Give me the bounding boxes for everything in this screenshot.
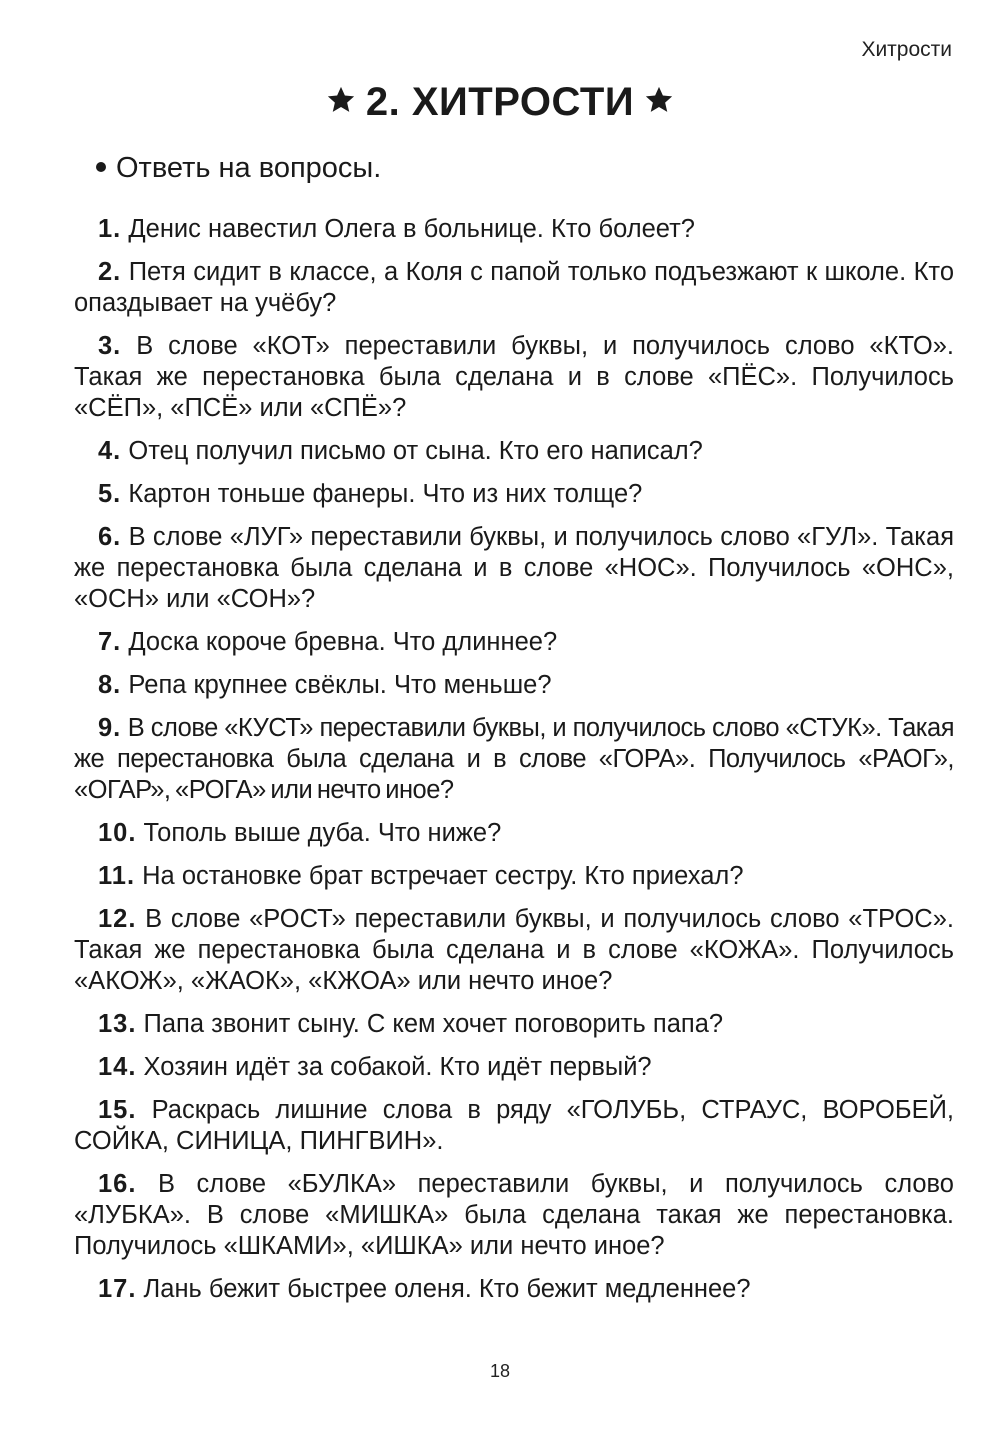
- question-text: Картон тоньше фанеры. Что из них толще?: [128, 480, 643, 508]
- question-item: [74, 479, 954, 510]
- star-icon: [326, 85, 356, 115]
- question-text: Денис навестил Олега в больнице. Кто болеет?: [128, 215, 695, 243]
- question-text: В слове «КУСТ» переставили буквы, и получилось слово «СТУК». Такая же перестановка была сделана и в слове «ГОРА». Получилось «РАОГ», «ОГАР», «РОГА» или нечто иное?: [74, 714, 955, 804]
- questions-list: [74, 214, 954, 1317]
- question-item: [74, 818, 954, 849]
- question-item: [74, 670, 954, 701]
- question-text: Хозяин идёт за собакой. Кто идёт первый?: [143, 1053, 652, 1081]
- page-title-text: 2. ХИТРОСТИ: [365, 80, 635, 124]
- question-item: [74, 1274, 954, 1305]
- question-number: 13.: [98, 1010, 137, 1038]
- star-icon: [644, 85, 674, 115]
- question-item: [74, 627, 954, 658]
- question-text: В слове «БУЛКА» переставили буквы, и получилось слово «ЛУБКА». В слове «МИШКА» была сделана такая же перестановка. Получилось «ШКАМИ», «ИШКА» или нечто иное?: [74, 1170, 954, 1260]
- question-item: [74, 522, 954, 615]
- question-number: 14.: [98, 1053, 137, 1081]
- question-text: Тополь выше дуба. Что ниже?: [143, 819, 502, 847]
- question-text: На остановке брат встречает сестру. Кто приехал?: [142, 862, 744, 890]
- question-item: [74, 214, 954, 245]
- question-text: Доска короче бревна. Что длиннее?: [128, 628, 558, 656]
- question-number: 1.: [98, 215, 122, 243]
- question-number: 8.: [98, 671, 122, 699]
- question-number: 11.: [98, 862, 136, 890]
- instruction-text: Ответь на вопросы.: [116, 152, 382, 184]
- question-number: 9.: [98, 714, 122, 742]
- question-text: В слове «ЛУГ» переставили буквы, и получилось слово «ГУЛ». Такая же перестановка была сделана и в слове «НОС». Получилось «ОНС», «ОСН» или «СОН»?: [74, 523, 954, 613]
- question-text: В слове «КОТ» переставили буквы, и получилось слово «КТО». Такая же перестановка была сделана и в слове «ПЁС». Получилось «СЁП», «ПСЁ» или «СПЁ»?: [74, 332, 954, 422]
- question-item: [74, 1052, 954, 1083]
- question-text: Лань бежит быстрее оленя. Кто бежит медленнее?: [143, 1275, 751, 1303]
- question-text: Репа крупнее свёклы. Что меньше?: [128, 671, 552, 699]
- question-item: [74, 436, 954, 467]
- question-item: [74, 331, 954, 424]
- question-number: 3.: [98, 332, 122, 360]
- question-item: [74, 1009, 954, 1040]
- question-number: 10.: [98, 819, 137, 847]
- question-text: Папа звонит сыну. С кем хочет поговорить папа?: [143, 1010, 724, 1038]
- question-number: 2.: [98, 258, 122, 286]
- question-text: В слове «РОСТ» переставили буквы, и получилось слово «ТРОС». Такая же перестановка была сделана и в слове «КОЖА». Получилось «АКОЖ», «ЖАОК», «КЖОА» или нечто иное?: [74, 905, 954, 995]
- question-number: 7.: [98, 628, 122, 656]
- page-title: [0, 80, 1000, 125]
- running-head-title: Хитрости: [861, 38, 952, 61]
- question-item: [74, 861, 954, 892]
- question-number: 15.: [98, 1096, 137, 1124]
- question-text: Отец получил письмо от сына. Кто его написал?: [128, 437, 703, 465]
- question-item: [74, 257, 954, 319]
- question-text: Раскрась лишние слова в ряду «ГОЛУБЬ, СТРАУС, ВОРОБЕЙ, СОЙКА, СИНИЦА, ПИНГВИН».: [74, 1096, 954, 1155]
- question-text: Петя сидит в классе, а Коля с папой только подъезжают к школе. Кто опаздывает на учёбу?: [74, 258, 955, 317]
- question-number: 12.: [98, 905, 137, 933]
- bullet-icon: [96, 162, 106, 172]
- question-item: [74, 1169, 954, 1262]
- question-item: [74, 904, 954, 997]
- question-number: 16.: [98, 1170, 137, 1198]
- question-item: [74, 1095, 954, 1157]
- question-number: 5.: [98, 480, 122, 508]
- question-number: 4.: [98, 437, 122, 465]
- question-number: 17.: [98, 1275, 137, 1303]
- page-number: 18: [489, 1361, 511, 1381]
- instruction: [96, 152, 381, 185]
- question-item: [74, 713, 954, 806]
- question-number: 6.: [98, 523, 122, 551]
